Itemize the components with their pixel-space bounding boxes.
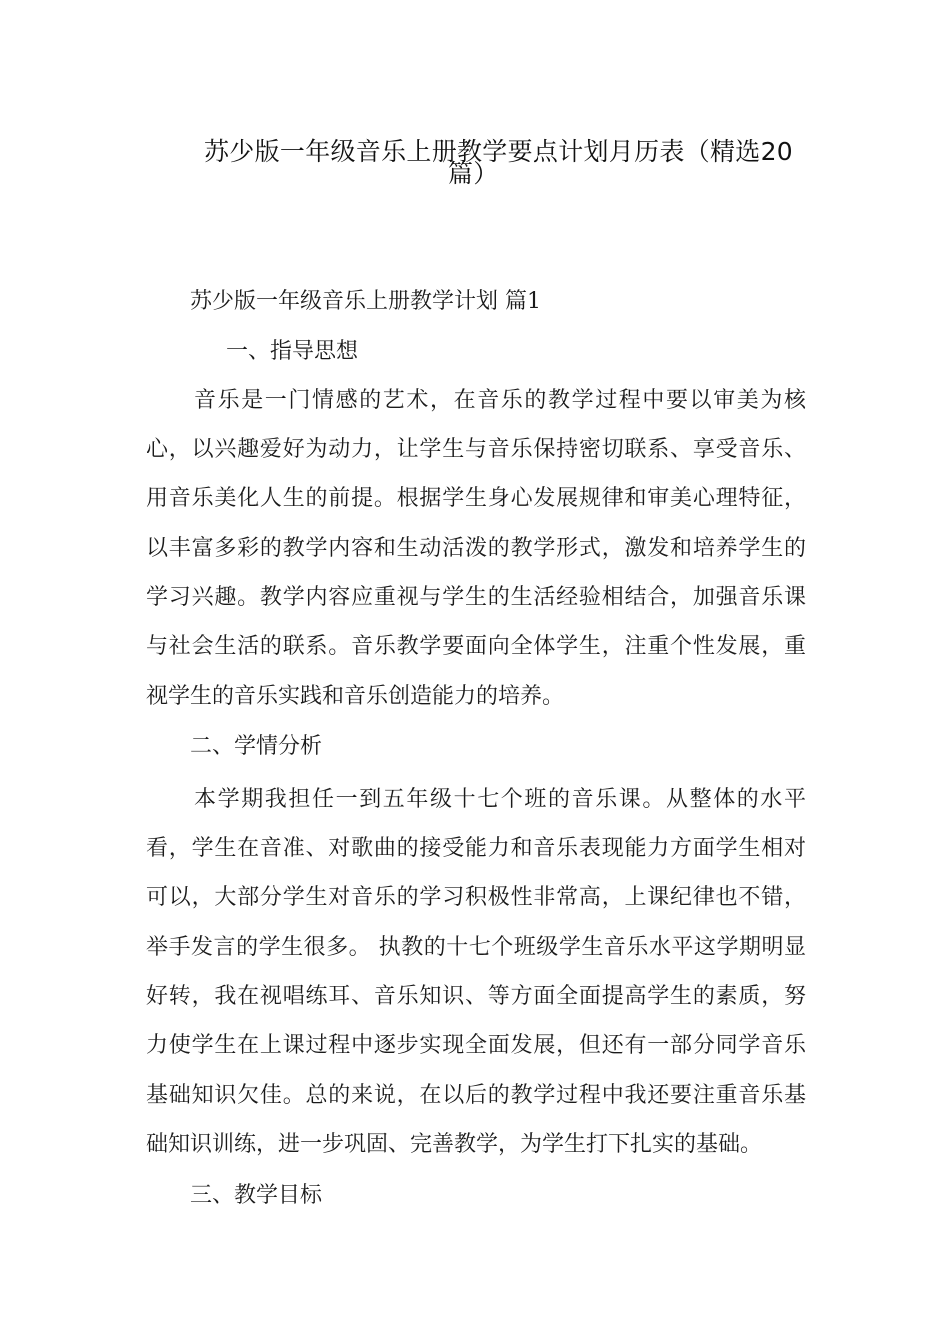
paragraph-line: 视学生的音乐实践和音乐创造能力的培养。	[146, 684, 565, 709]
paragraph-line: 举手发言的学生很多。 执教的十七个班级学生音乐水平这学期明显	[146, 935, 806, 960]
paragraph-line: 基础知识欠佳。总的来说，在以后的教学过程中我还要注重音乐基	[146, 1083, 806, 1108]
paragraph-line: 可以，大部分学生对音乐的学习积极性非常高，上课纪律也不错，	[146, 885, 806, 910]
document-title-line-2: 篇）	[448, 159, 499, 188]
paragraph-line: 好转，我在视唱练耳、音乐知识、等方面全面提高学生的素质，努	[146, 984, 806, 1009]
section-heading-teaching-goals: 三、教学目标	[190, 1183, 323, 1208]
paragraph-line: 心，以兴趣爱好为动力，让学生与音乐保持密切联系、享受音乐、	[146, 437, 806, 462]
paragraph-line: 本学期我担任一到五年级十七个班的音乐课。从整体的水平	[194, 787, 806, 812]
document-title-line-1: 苏少版一年级音乐上册教学要点计划月历表（精选20	[204, 137, 794, 166]
paragraph-line: 与社会生活的联系。音乐教学要面向全体学生，注重个性发展，重	[146, 634, 806, 659]
paragraph-line: 看，学生在音准、对歌曲的接受能力和音乐表现能力方面学生相对	[146, 836, 806, 861]
paragraph-line: 用音乐美化人生的前提。根据学生身心发展规律和审美心理特征，	[146, 486, 806, 511]
paragraph-line: 音乐是一门情感的艺术，在音乐的教学过程中要以审美为核	[194, 388, 806, 413]
paragraph-line: 以丰富多彩的教学内容和生动活泼的教学形式，激发和培养学生的	[146, 536, 806, 561]
article-subtitle: 苏少版一年级音乐上册教学计划 篇1	[190, 289, 541, 314]
section-heading-student-analysis: 二、学情分析	[190, 734, 323, 759]
paragraph-line: 力使学生在上课过程中逐步实现全面发展，但还有一部分同学音乐	[146, 1033, 806, 1058]
section-heading-guiding-thought: 一、指导思想	[226, 339, 359, 364]
paragraph-line: 础知识训练，进一步巩固、完善教学，为学生打下扎实的基础。	[146, 1132, 763, 1157]
paragraph-line: 学习兴趣。教学内容应重视与学生的生活经验相结合，加强音乐课	[146, 585, 806, 610]
